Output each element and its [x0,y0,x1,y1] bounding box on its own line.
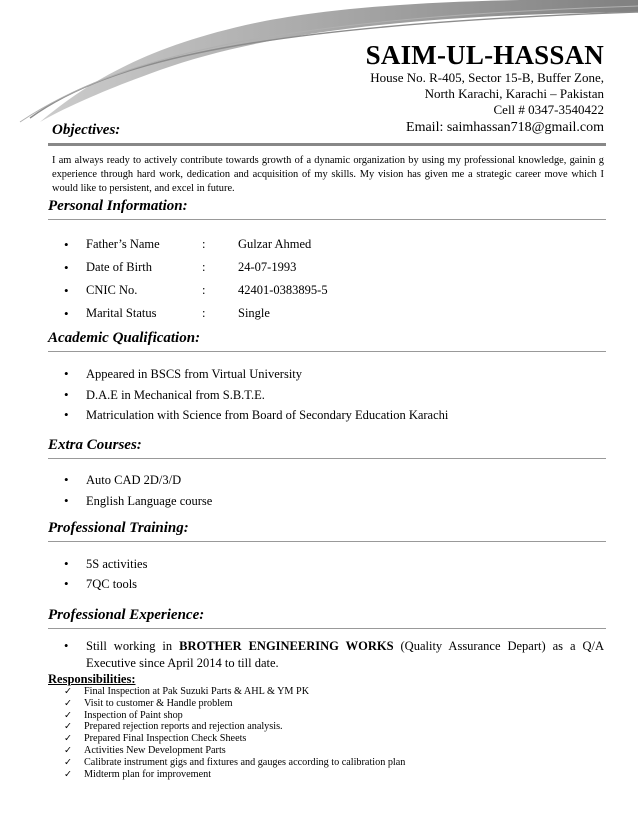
checkmark-icon: ✓ [64,768,72,780]
field-separator: : [202,306,206,320]
list-item [62,733,405,745]
list-item [62,757,405,769]
list-item [62,698,405,710]
objectives-text: I am always ready to actively contribute towards growth of a dynamic organization by using my professional knowledge, gainin g experience through hard work, dedication and acquisition of my skills. My vision has given me a strategic career move which I would like to persistent, and excel in future. [52,155,604,194]
list-item: • Auto CAD 2D/3/D [62,470,212,491]
company-name: BROTHER ENGINEERING WORKS [179,639,394,653]
address-line-1: House No. R-405, Sector 15-B, Buffer Zone, [370,70,604,85]
list-item [62,279,328,302]
professional-training-divider [48,541,606,542]
personal-information-heading: Personal Information: [48,198,188,214]
academic-heading: Academic Qualification: [48,330,201,346]
responsibility-text: Prepared Final Inspection Check Sheets [84,733,247,745]
field-value: 24-07-1993 [238,260,297,274]
field-separator: : [202,283,206,297]
list-item: • Appeared in BSCS from Virtual University [62,364,448,385]
list-item [62,769,405,781]
checkmark-icon: ✓ [64,756,72,768]
candidate-name: SAIM-UL-HASSAN [365,40,604,70]
extra-courses-list [62,470,212,511]
list-item [62,233,328,256]
checkmark-icon: ✓ [64,733,72,745]
field-value: Gulzar Ahmed [238,237,312,251]
responsibility-text: Calibrate instrument gigs and fixtures and gauges according to calibration plan [84,756,406,768]
email-address: Email: saimhassan718@gmail.com [406,120,604,135]
list-item [62,686,405,698]
list-item: • 7QC tools [62,574,147,594]
address-line-2: North Karachi, Karachi – Pakistan [424,86,604,101]
experience-text-lead: Still working in [86,639,180,653]
responsibility-text: Inspection of Paint shop [84,709,183,721]
field-label: Marital Status [86,306,157,320]
responsibilities-heading: Responsibilities: [48,672,136,686]
checkmark-icon: ✓ [64,709,72,721]
list-item [62,721,405,733]
field-separator: : [202,237,206,251]
responsibility-text: Visit to customer & Handle problem [84,697,233,709]
list-item [62,710,405,722]
list-item [62,256,328,279]
professional-training-heading: Professional Training: [48,520,189,536]
professional-experience-heading: Professional Experience: [48,607,205,623]
field-label: Father’s Name [86,237,160,251]
list-item [62,745,405,757]
personal-information-list [62,233,328,325]
checkmark-icon: ✓ [64,744,72,756]
list-item: • 5S activities [62,554,147,574]
professional-training-list [62,554,147,594]
experience-entry [62,638,604,672]
responsibility-text: Prepared rejection reports and rejection analysis. [84,721,283,733]
field-value: 42401-0383895-5 [238,283,328,297]
list-item: • D.A.E in Mechanical from S.B.T.E. [62,385,448,406]
contact-header [366,40,604,137]
responsibility-text: Final Inspection at Pak Suzuki Parts & AHL & YM PK [84,686,310,697]
list-item: • Matriculation with Science from Board of Secondary Education Karachi [62,405,448,426]
list-item [62,302,328,325]
objectives-divider [48,143,606,146]
academic-list [62,364,448,426]
responsibilities-list [62,686,405,780]
field-label: CNIC No. [86,283,138,297]
field-separator: : [202,260,206,274]
objectives-heading: Objectives: [52,122,121,138]
bullet-icon: • [64,639,69,653]
responsibility-text: Midterm plan for improvement [84,768,212,780]
extra-courses-heading: Extra Courses: [48,437,142,453]
checkmark-icon: ✓ [64,686,72,697]
checkmark-icon: ✓ [64,721,72,733]
academic-divider [48,351,606,352]
extra-courses-divider [48,458,606,459]
field-label: Date of Birth [86,260,152,274]
professional-experience-divider [48,628,606,629]
checkmark-icon: ✓ [64,697,72,709]
experience-text-tail: (Quality Assurance Depart) as a Q/A Executive since April 2014 to till date. [86,639,604,670]
field-value: Single [238,306,270,320]
responsibility-text: Activities New Development Parts [84,744,226,756]
list-item: • English Language course [62,491,212,512]
cell-number: Cell # 0347-3540422 [493,102,604,117]
personal-information-divider [48,219,606,220]
